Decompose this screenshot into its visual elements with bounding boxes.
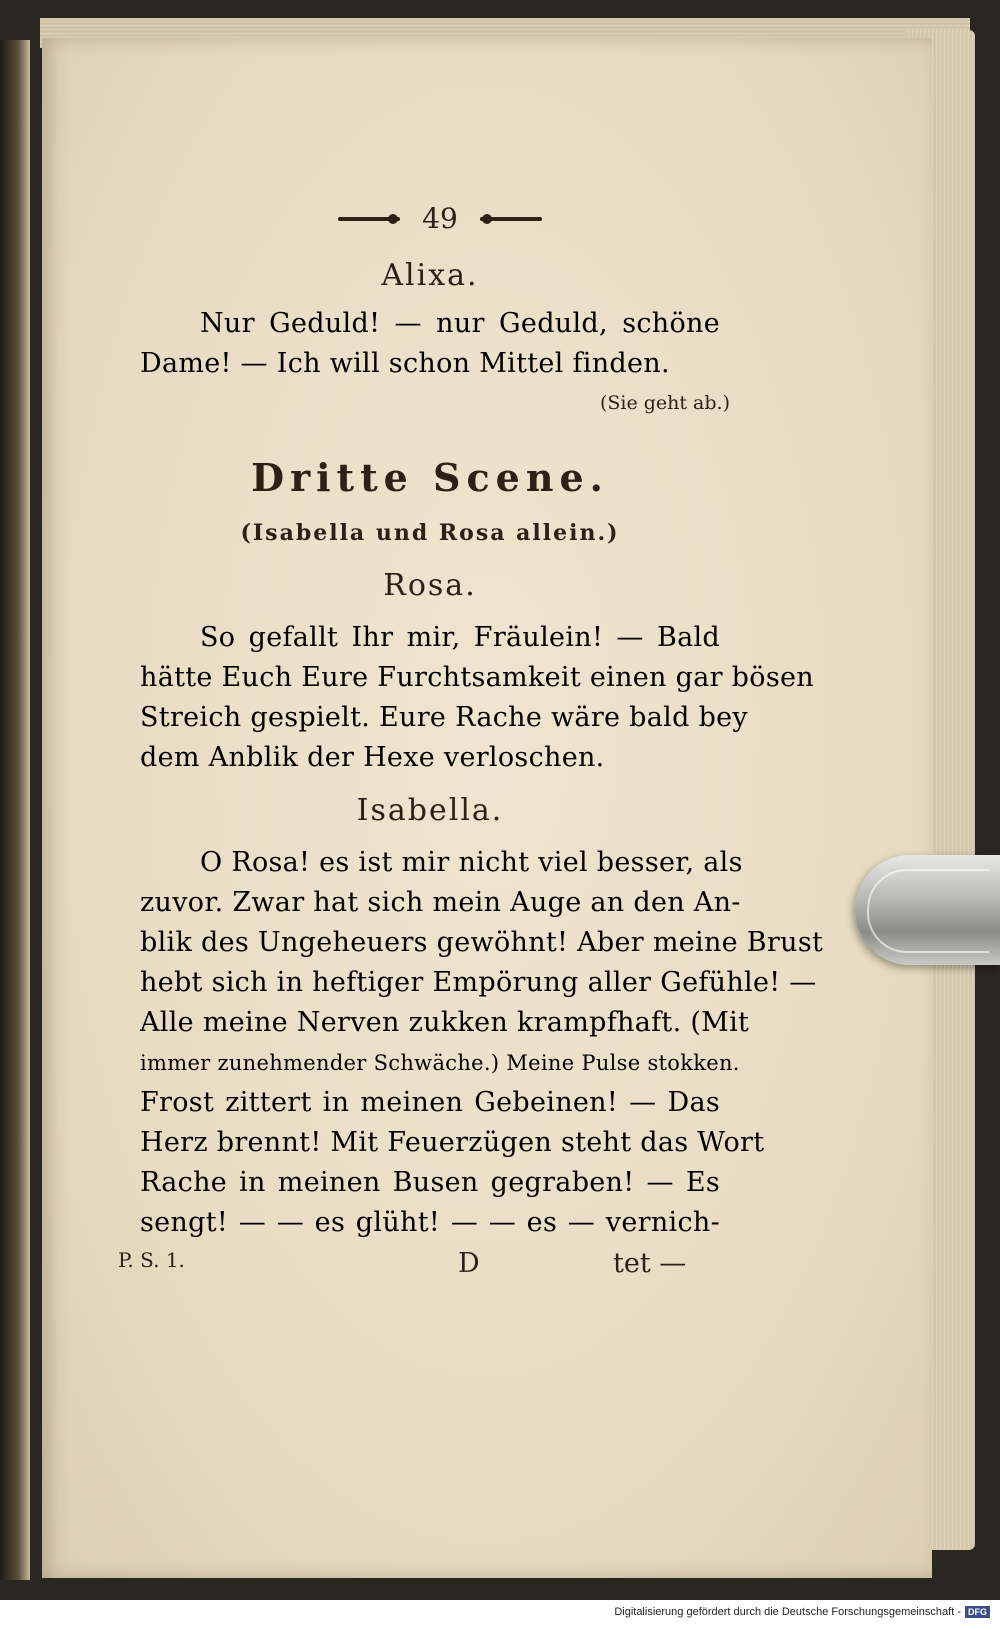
speech-line: Rache in meinen Busen gegraben! — Es bbox=[140, 1167, 720, 1198]
scene-direction: (Isabella und Rosa allein.) bbox=[240, 520, 620, 546]
clip-highlight bbox=[867, 869, 989, 953]
sheet-letter: D bbox=[458, 1248, 480, 1279]
speech-line: So gefallt Ihr mir, Fräulein! — Bald bbox=[200, 622, 720, 653]
speech-line: zuvor. Zwar hat sich mein Auge an den An- bbox=[140, 887, 741, 918]
speech-line: Dame! — Ich will schon Mittel finden. bbox=[140, 348, 670, 379]
speech-line: blik des Ungeheuers gewöhnt! Aber meine Brust bbox=[140, 927, 824, 958]
scene-title: Dritte Scene. bbox=[251, 455, 609, 500]
stage-direction: (Sie geht ab.) bbox=[599, 392, 730, 414]
page-footer bbox=[118, 1248, 718, 1288]
speech-line: immer zunehmender Schwäche.) Meine Pulse stokken. bbox=[140, 1051, 740, 1075]
dfg-logo: DFG bbox=[965, 1606, 990, 1618]
digitization-credit bbox=[614, 1606, 990, 1618]
speech-line: Streich gespielt. Eure Rache wäre bald bey bbox=[140, 702, 748, 733]
speech-line: Alle meine Nerven zukken krampfhaft. (Mit bbox=[140, 1007, 750, 1038]
speaker-rosa: Rosa. bbox=[383, 568, 477, 603]
speech-line: hätte Euch Eure Furchtsamkeit einen gar bösen bbox=[140, 662, 814, 693]
speech-line: Frost zittert in meinen Gebeinen! — Das bbox=[140, 1087, 720, 1118]
ornament-left bbox=[338, 217, 400, 221]
speech-line: dem Anblik der Hexe verloschen. bbox=[140, 742, 605, 773]
signature-mark: P. S. 1. bbox=[118, 1248, 185, 1272]
page-number: 49 bbox=[422, 202, 458, 235]
speaker-alixa: Alixa. bbox=[381, 258, 479, 293]
ornament-right bbox=[480, 217, 542, 221]
metal-page-clip bbox=[855, 855, 1000, 965]
credit-text: Digitalisierung gefördert durch die Deutsche Forschungsgemeinschaft - bbox=[614, 1606, 961, 1618]
book-binding-edge bbox=[0, 40, 30, 1580]
catchword: tet — bbox=[613, 1248, 687, 1279]
speech-line: Herz brennt! Mit Feuerzügen steht das Wort bbox=[140, 1127, 765, 1158]
speech-line: hebt sich in heftiger Empörung aller Gefühle! — bbox=[140, 967, 817, 998]
speech-line: sengt! — — es glüht! — — es — vernich- bbox=[140, 1207, 720, 1238]
page-header bbox=[300, 202, 580, 235]
speech-line: O Rosa! es ist mir nicht viel besser, als bbox=[200, 847, 743, 878]
speaker-isabella: Isabella. bbox=[356, 793, 504, 828]
speech-line: Nur Geduld! — nur Geduld, schöne bbox=[200, 308, 720, 339]
